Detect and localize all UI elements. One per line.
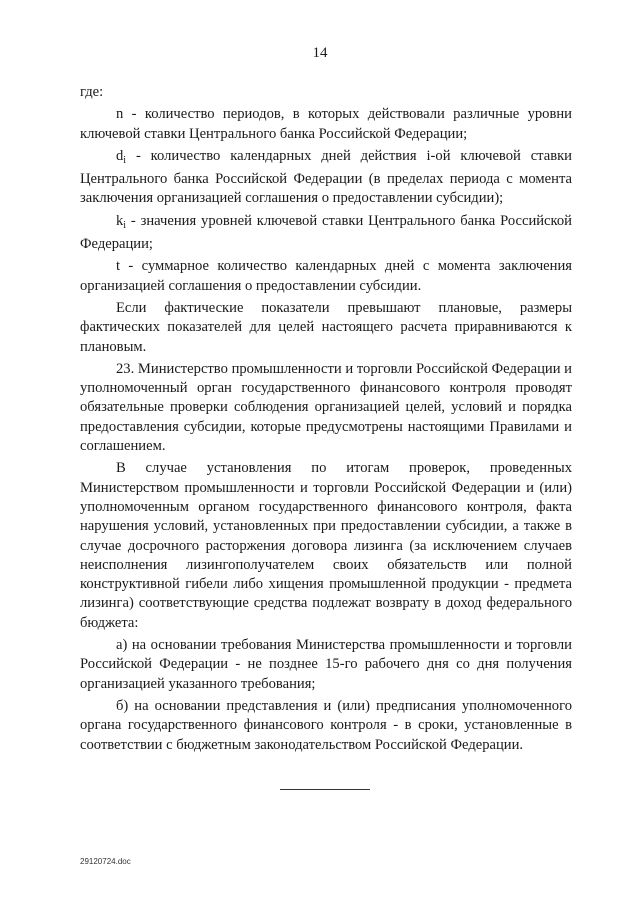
document-body [80, 83, 572, 755]
end-divider [280, 789, 370, 790]
definition-d-subscript: i [123, 154, 127, 166]
item-b: б) на основании представления и (или) предписания уполномоченного органа государственного финансового контроля - в сроки, установленные в соответствии с бюджетным законодательством Российской Федерации. [80, 697, 572, 753]
page-number: 14 [312, 45, 328, 61]
definition-n: n - количество периодов, в которых действовали различные уровни ключевой ставки Центрального банка Российской Федерации; [80, 106, 572, 142]
definition-d-symbol: d [116, 147, 124, 164]
paragraph-23: 23. Министерство промышленности и торговли Российской Федерации и уполномоченный орган государственного финансового контроля проводят обязательные проверки соблюдения организацией целей, условий и порядка предоставления субсидии, которые предусмотрены настоящими Правилами и соглашением. [80, 360, 572, 455]
intro-text: где: [80, 84, 104, 100]
item-a: а) на основании требования Министерства промышленности и торговли Российской Федерации - не позднее 15-го рабочего дня со дня получения организацией указанного требования; [80, 637, 572, 692]
paragraph-violation: В случае установления по итогам проверок, проведенных Министерством промышленности и торговли Российской Федерации и (или) уполномоченным органом государственного финансового контроля, факта нарушения условий, установленных при предоставлении субсидии, а также в случае досрочного расторжения договора лизинга (за исключением случаев неисполнения лизингополучателем своих обязательств или полной конструктивной гибели либо хищения промышленной продукции - предмета лизинга) соответствующие средства подлежат возврату в доход федерального бюджета: [80, 460, 572, 631]
definition-d-text: - количество календарных дней действия i-ой ключевой ставки Центрального банка Российской Федерации (в пределах периода с момента заключения организацией соглашения о предоставлении субсидии); [80, 147, 572, 207]
definition-d [80, 147, 572, 209]
definition-k-subscript: i [123, 219, 127, 231]
paragraph-plan: Если фактические показатели превышают плановые, размеры фактических показателей для целей настоящего расчета приравниваются к плановым. [80, 299, 572, 355]
definition-k [80, 212, 572, 255]
footer-doc-id: 29120724.doc [80, 857, 131, 866]
definition-t: t - суммарное количество календарных дней с момента заключения организацией соглашения о предоставлении субсидии. [80, 258, 572, 294]
definition-k-text: - значения уровней ключевой ставки Центрального банка Российской Федерации; [80, 212, 572, 253]
definition-k-symbol: k [116, 212, 124, 229]
